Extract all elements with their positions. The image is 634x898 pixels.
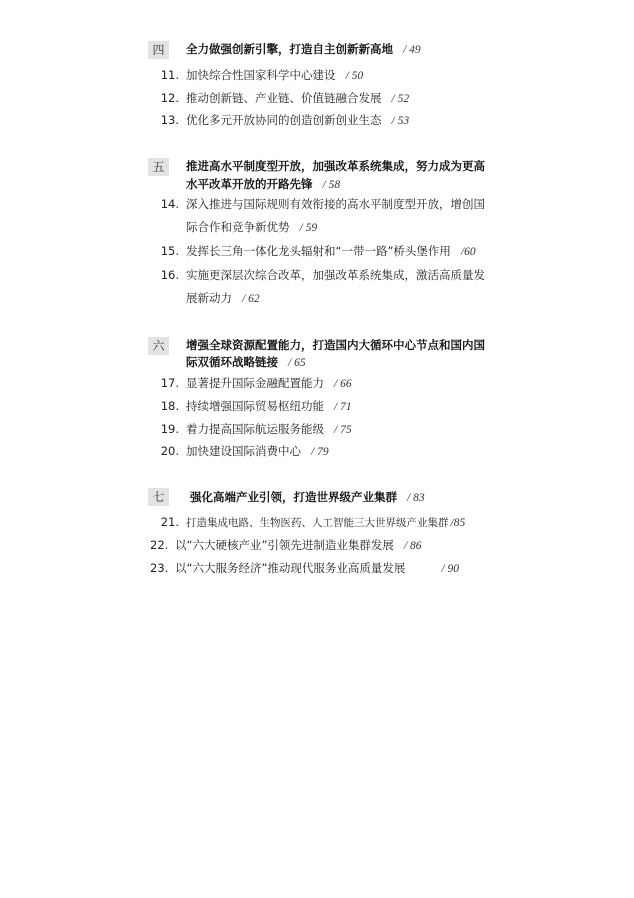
section-title-text: 全力做强创新引擎，打造自主创新新高地 — [186, 42, 393, 56]
item-number: 18. — [160, 399, 179, 413]
item-number: 16. — [160, 268, 179, 282]
section-title — [186, 156, 485, 176]
section-title-text: 强化高端产业引领，打造世界级产业集群 — [190, 490, 397, 504]
toc-item — [150, 512, 465, 532]
section-title — [186, 39, 421, 59]
page-number: /85 — [450, 517, 466, 529]
toc-item — [150, 441, 329, 461]
item-text: 推动创新链、产业链、价值链融合发展 — [186, 91, 382, 105]
page-number: / 75 — [334, 424, 352, 436]
page-number: / 86 — [403, 540, 422, 552]
page-number: / 58 — [322, 179, 341, 191]
item-text: 优化多元开放协同的创造创新创业生态 — [186, 113, 382, 127]
page-number: / 59 — [299, 222, 318, 234]
toc-item — [150, 88, 409, 108]
toc-item — [150, 241, 476, 261]
toc-item — [150, 265, 485, 285]
section-title-text: 际双循环战略链接 — [186, 355, 278, 369]
section-title — [190, 487, 425, 507]
item-number: 11. — [160, 68, 179, 82]
toc-item — [150, 65, 363, 85]
toc-item-continued — [150, 217, 317, 237]
item-number: 15. — [160, 244, 179, 258]
page-number: / 53 — [391, 115, 410, 127]
item-text: 际合作和竞争新优势 — [186, 220, 290, 234]
section-label: 六 — [148, 337, 169, 355]
section-title-text: 推进高水平制度型开放，加强改革系统集成，努力成为更高 — [186, 159, 485, 173]
page-number: / 52 — [391, 93, 410, 105]
item-number: 23. — [150, 561, 169, 575]
toc-item — [150, 194, 485, 214]
section-title-continued — [186, 352, 306, 372]
page-number: / 62 — [242, 293, 260, 305]
item-text: 显著提升国际金融配置能力 — [186, 376, 324, 390]
item-text: 发挥长三角一体化龙头辐射和“一带一路”桥头堡作用 — [186, 244, 451, 258]
item-number: 12. — [160, 91, 179, 105]
item-text: 着力提高国际航运服务能级 — [186, 422, 324, 436]
toc-item — [150, 373, 352, 393]
toc-item-continued — [150, 288, 260, 308]
page-number: / 49 — [403, 44, 421, 56]
page-number: / 66 — [334, 378, 352, 390]
page-number: / 71 — [334, 401, 352, 413]
item-number: 14. — [160, 197, 179, 211]
item-text: 以“六大服务经济”推动现代服务业高质量发展 — [175, 561, 406, 575]
item-number: 21. — [160, 515, 179, 529]
page-number: / 83 — [407, 492, 425, 504]
item-text: 打造集成电路、生物医药、人工智能三大世界级产业集群 — [186, 517, 449, 529]
section-label: 五 — [148, 158, 169, 176]
item-text: 加快建设国际消费中心 — [186, 444, 301, 458]
page-number: / 65 — [288, 357, 306, 369]
item-number: 17. — [160, 376, 179, 390]
section-label: 四 — [148, 41, 169, 59]
section-title-text: 水平改革开放的开路先锋 — [186, 177, 313, 191]
item-text: 持续增强国际贸易枢纽功能 — [186, 399, 324, 413]
toc-item — [150, 558, 459, 578]
page-number: / 90 — [441, 563, 459, 575]
item-number: 19. — [160, 422, 179, 436]
page-number: / 50 — [345, 70, 364, 82]
toc-item — [150, 419, 352, 439]
item-text: 展新动力 — [186, 291, 232, 305]
page-number: /60 — [460, 246, 476, 258]
toc-item — [150, 396, 352, 416]
item-number: 22. — [150, 538, 169, 552]
page-number: / 79 — [311, 446, 329, 458]
section-title-text: 增强全球资源配置能力，打造国内大循环中心节点和国内国 — [186, 338, 485, 352]
toc-item — [150, 110, 409, 130]
item-number: 13. — [160, 113, 179, 127]
section-title-continued — [186, 174, 340, 194]
item-text: 加快综合性国家科学中心建设 — [186, 68, 336, 82]
toc-item — [150, 535, 422, 555]
section-label: 七 — [148, 488, 169, 506]
item-number: 20. — [160, 444, 179, 458]
item-text: 深入推进与国际规则有效衔接的高水平制度型开放，增创国 — [186, 197, 485, 211]
item-text: 实施更深层次综合改革，加强改革系统集成，激活高质量发 — [186, 268, 485, 282]
item-text: 以“六大硬核产业”引领先进制造业集群发展 — [175, 538, 394, 552]
